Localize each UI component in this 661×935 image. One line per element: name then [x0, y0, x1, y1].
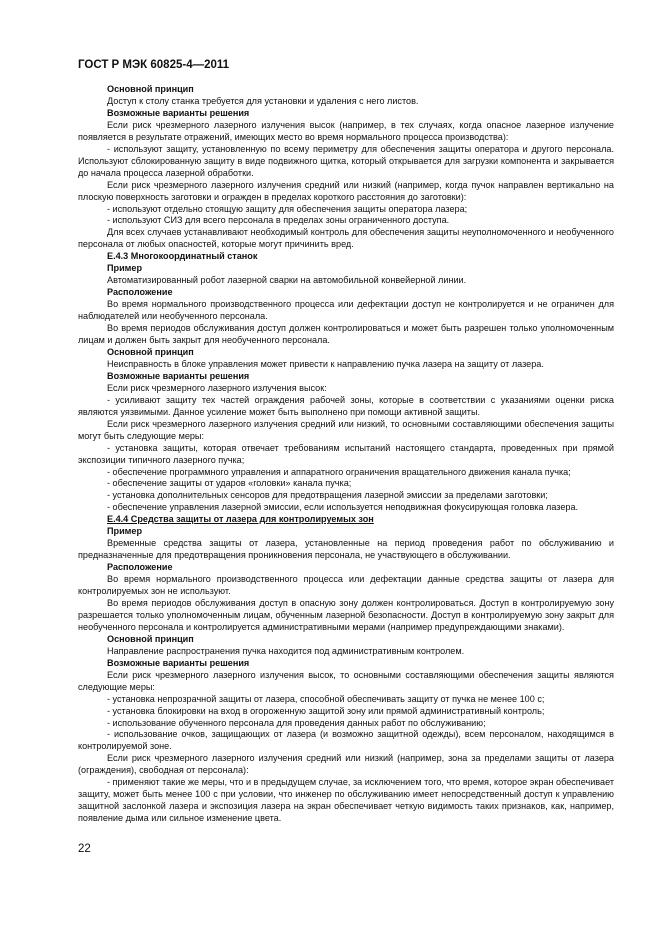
paragraph: - установка блокировки на вход в огороженную защитой зону или прямой административный контроль;	[107, 705, 545, 716]
section-heading: Возможные варианты решения	[107, 657, 250, 668]
paragraph: Доступ к столу станка требуется для установки и удаления с него листов.	[107, 95, 419, 106]
paragraph: Направление распространения пучка находится под административным контролем.	[107, 645, 465, 656]
paragraph: Для всех случаев устанавливают необходимый контроль для обеспечения защиты неуполномоченного и необученного персонала от любых опасностей, которые могут причинить вред.	[78, 227, 614, 250]
paragraph: Во время периодов обслуживания доступ должен контролироваться и может быть разрешен только уполномоченным лицам и должен быть закрыт для необученного персонала.	[78, 323, 614, 346]
paragraph: - обеспечение защиты от ударов «головки» канала пучка;	[107, 478, 352, 489]
paragraph: Временные средства защиты от лазера, установленные на период проведения работ по обслуживанию и предназначенные для предотвращения проникновения персонала, не участвующего в обслуживании.	[78, 538, 614, 561]
paragraph: - установка непрозрачной защиты от лазера, способной обеспечивать защиту от пучка не менее 100 с;	[107, 693, 545, 704]
paragraph: Во время нормального производственного процесса или дефектации данные средства защиты от лазера для контролируемых зон не используют.	[78, 574, 614, 597]
paragraph: - установка защиты, которая отвечает требованиям испытаний настоящего стандарта, проведенных при прямой экспозиции типичного лазерного пучка;	[78, 442, 614, 465]
section-heading: Расположение	[107, 287, 173, 298]
paragraph: - использование очков, защищающих от лазера (и возможно защитной одежды), всем персоналом, находящимся в контролируемой зоне.	[78, 729, 614, 752]
page-header: ГОСТ Р МЭК 60825-4—2011	[78, 59, 230, 71]
section-heading: Возможные варианты решения	[107, 107, 250, 118]
paragraph: - применяют такие же меры, что и в предыдущем случае, за исключением того, что время, которое экран обеспечивает защиту, может быть менее 100 с при условии, что инженер по обслуживанию имеет непосредственный доступ к управлению защитной заслонкой лазера и экспозиция лазера на экран обеспечивает четкую видимость таких признаков, как, например, появление дыма или сильное изменение цвета.	[78, 777, 615, 824]
paragraph: Во время периодов обслуживания доступ в опасную зону должен контролироваться. Доступ в контролируемую зону разрешается только уполномоченным лицам, обученным лазерной безопасности. Доступ в контролируемую зону закрыт для необученного персонала и контролируется административными мерами (например предупреждающими знаками).	[78, 597, 614, 632]
section-heading: Основной принцип	[107, 84, 194, 94]
paragraph: - обеспечение программного управления и аппаратного ограничения вращательного движения канала пучка;	[107, 466, 571, 477]
document-body	[78, 84, 614, 825]
paragraph: Если риск чрезмерного лазерного излучения высок:	[107, 382, 327, 393]
paragraph: - установка дополнительных сенсоров для предотвращения лазерной эмиссии за пределами заготовки;	[107, 490, 548, 501]
paragraph: Если риск чрезмерного лазерного излучения высок (например, в тех случаях, когда опасное лазерное излучение появляется в результате отражений, имеющих место во время нормального процесса производства):	[78, 119, 614, 142]
section-heading: Пример	[107, 263, 143, 274]
section-heading: Расположение	[107, 562, 173, 573]
paragraph: - используют защиту, установленную по всему периметру для обеспечения защиты оператора и другого персонала. Используют сблокированную защиту в виде подвижного щитка, который открывается для загрузки компонента и закрывается до начала процесса лазерной обработки.	[78, 143, 614, 178]
section-heading: Основной принцип	[107, 633, 194, 644]
paragraph: Во время нормального производственного процесса или дефектации доступ не контролируется и не ограничен для наблюдателей или необученного персонала.	[78, 299, 614, 322]
paragraph: - усиливают защиту тех частей ограждения рабочей зоны, которые в соответствии с указаниями оценки риска являются уязвимыми. Данное усиление может быть выполнено при помощи активной защиты.	[78, 394, 614, 417]
paragraph: - используют СИЗ для всего персонала в пределах зоны ограниченного доступа.	[107, 215, 450, 226]
section-heading: Основной принцип	[107, 346, 194, 357]
paragraph: - использование обученного персонала для проведения данных работ по обслуживанию;	[107, 717, 486, 728]
page-number: 22	[78, 843, 91, 855]
section-heading	[78, 514, 614, 526]
section-heading: Возможные варианты решения	[107, 370, 250, 381]
section-heading: Е.4.3 Многокоординатный станок	[107, 251, 258, 262]
paragraph: Если риск чрезмерного лазерного излучения высок, то основными составляющими обеспечения защиты являются следующие меры:	[78, 669, 614, 692]
paragraph: Если риск чрезмерного лазерного излучения средний или низкий (например, зона за пределами защиты от лазера (ограждения), свободная от персонала):	[78, 753, 614, 776]
paragraph: Автоматизированный робот лазерной сварки на автомобильной конвейерной линии.	[107, 275, 467, 286]
paragraph: Если риск чрезмерного лазерного излучения средний или низкий, то основными составляющими обеспечения защиты могут быть следующие меры:	[78, 418, 614, 441]
paragraph: Если риск чрезмерного лазерного излучения средний или низкий (например, когда пучок направлен вертикально на плоскую поверхность заготовки и огражден в пределах короткого расстояния до заготовки):	[78, 179, 614, 202]
paragraph: - обеспечение управления лазерной эмиссии, если используется неподвижная фокусирующая головка лазера.	[107, 502, 579, 513]
paragraph: Неисправность в блоке управления может привести к направлению пучка лазера на защиту от лазера.	[107, 358, 544, 369]
paragraph: - используют отдельно стоящую защиту для обеспечения защиты оператора лазера;	[107, 203, 468, 214]
section-heading: Пример	[107, 526, 143, 537]
underlined-heading-text: Е.4.4 Средства защиты от лазера для контролируемых зон	[107, 514, 374, 525]
